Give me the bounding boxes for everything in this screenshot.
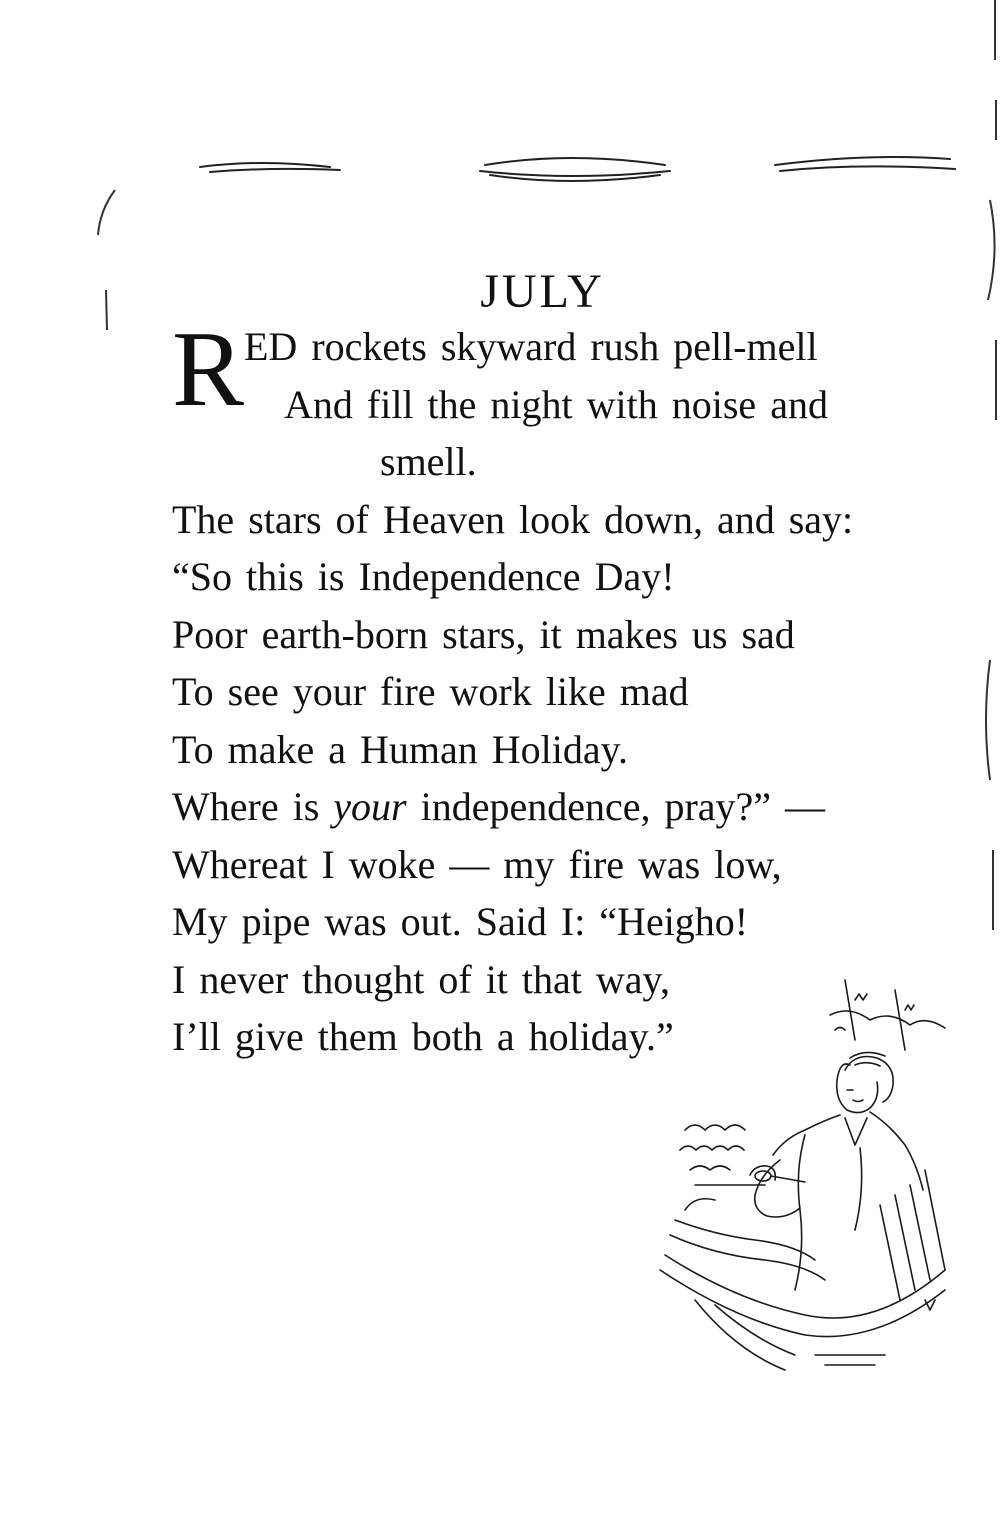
poem-line-part: independence, pray?” — (406, 784, 826, 829)
poem-line: I’ll give them both a holiday.” (172, 1014, 674, 1059)
poem-line: Whereat I woke — my fire was low, (172, 841, 782, 887)
poem-line: Poor earth-born stars, it makes us sad (172, 611, 795, 657)
poem-line: To see your fire work like mad (172, 669, 689, 714)
poem-body (172, 310, 942, 1066)
poem-line: ED rockets skyward rush pell-mell (244, 324, 818, 369)
poem-line: smell. (380, 439, 477, 484)
poem-line: My pipe was out. Said I: “Heigho! (172, 899, 749, 944)
poem-line: “So this is Independence Day! (172, 554, 675, 599)
poem-line (172, 778, 942, 836)
emphasized-word: your (333, 784, 407, 829)
man-in-hammock-with-pipe-sketch-icon (655, 970, 955, 1390)
poem-line: I never thought of it that way, (172, 956, 670, 1002)
poem-line: To make a Human Holiday. (172, 726, 629, 772)
drop-cap: R (172, 310, 245, 429)
poem-line: And fill the night with noise and (284, 381, 828, 427)
page-title: JULY (480, 265, 605, 319)
poem-line: The stars of Heaven look down, and say: (172, 496, 854, 542)
poem-line-part: Where is (172, 784, 334, 829)
decorative-rule-ornament-icon (190, 145, 960, 190)
